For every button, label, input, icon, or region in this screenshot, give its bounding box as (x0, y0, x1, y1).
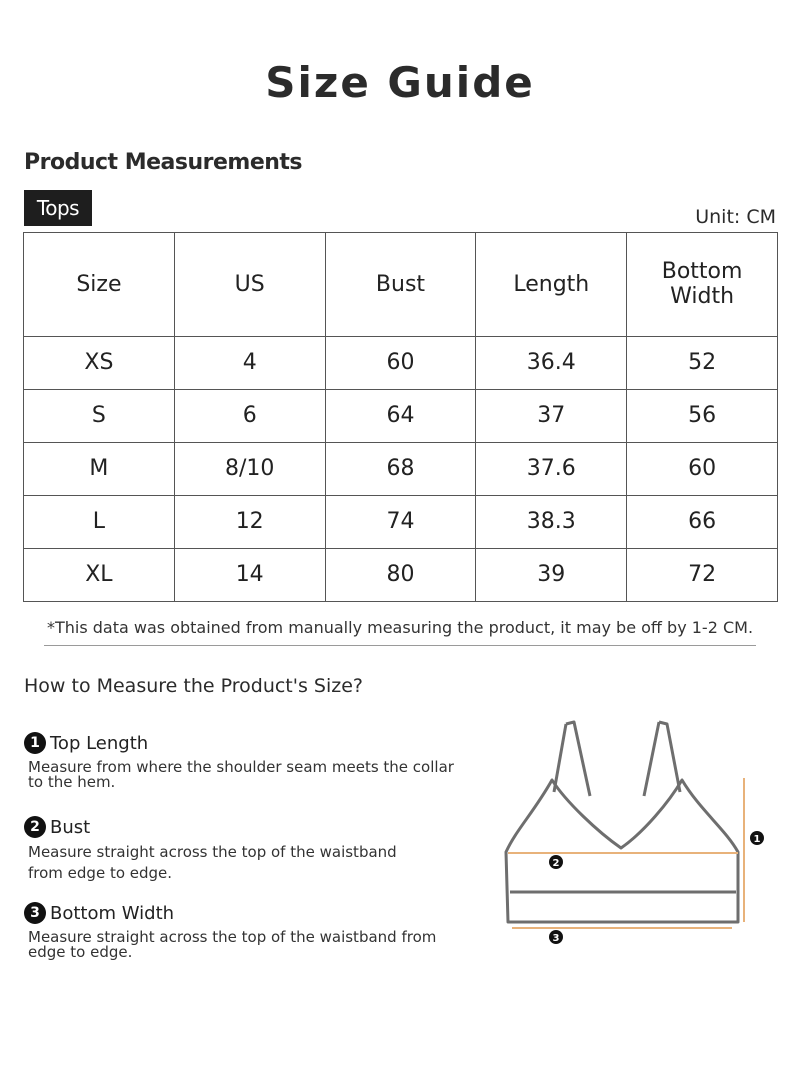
table-cell: 74 (325, 495, 476, 548)
table-row (24, 495, 778, 548)
column-header-us: US (174, 233, 325, 337)
table-cell: 14 (174, 548, 325, 601)
table-cell: M (24, 442, 175, 495)
svg-text:1: 1 (753, 834, 761, 845)
marker-1-icon (750, 831, 764, 845)
column-header-length: Length (476, 233, 627, 337)
table-cell: 80 (325, 548, 476, 601)
table-cell: S (24, 389, 175, 442)
instruction-bottom-width (24, 902, 464, 960)
table-cell: 37 (476, 389, 627, 442)
garment-outline (506, 722, 738, 922)
table-header-row (24, 233, 778, 337)
marker-3-icon (549, 930, 563, 944)
page-title: Size Guide (265, 58, 535, 107)
table-cell: XS (24, 336, 175, 389)
column-header-bust: Bust (325, 233, 476, 337)
svg-text:2: 2 (552, 858, 560, 869)
number-3-icon: 3 (24, 902, 46, 924)
tab-tops[interactable]: Tops (24, 190, 92, 226)
table-cell: XL (24, 548, 175, 601)
size-table (23, 232, 778, 602)
table-cell: 39 (476, 548, 627, 601)
bra-measurement-diagram (494, 712, 774, 952)
table-cell: 60 (325, 336, 476, 389)
table-cell: 12 (174, 495, 325, 548)
how-to-title: How to Measure the Product's Size? (24, 675, 364, 697)
marker-2-icon (549, 855, 563, 869)
instruction-top-length (24, 732, 464, 790)
svg-text:3: 3 (552, 933, 560, 944)
unit-label: Unit: CM (695, 206, 776, 228)
table-cell: 37.6 (476, 442, 627, 495)
table-cell: 72 (627, 548, 778, 601)
table-cell: 68 (325, 442, 476, 495)
table-cell: 8/10 (174, 442, 325, 495)
table-cell: 4 (174, 336, 325, 389)
table-row (24, 548, 778, 601)
instruction-label: Bottom Width (50, 902, 175, 924)
number-1-icon: 1 (24, 732, 46, 754)
instruction-bust (24, 816, 464, 884)
table-row (24, 442, 778, 495)
instruction-description: Measure straight across the top of the waistband from edge to edge. (28, 928, 437, 961)
table-cell: L (24, 495, 175, 548)
table-cell: 6 (174, 389, 325, 442)
table-cell: 52 (627, 336, 778, 389)
instruction-label: Top Length (50, 732, 149, 754)
table-cell: 56 (627, 389, 778, 442)
table-cell: 36.4 (476, 336, 627, 389)
table-cell: 38.3 (476, 495, 627, 548)
table-cell: 64 (325, 389, 476, 442)
table-row (24, 389, 778, 442)
table-cell: 60 (627, 442, 778, 495)
section-title: Product Measurements (24, 150, 303, 175)
number-2-icon: 2 (24, 816, 46, 838)
instruction-description: Measure from where the shoulder seam meets the collar to the hem. (28, 758, 454, 791)
column-header-size: Size (24, 233, 175, 337)
column-header-bottom-width: Bottom Width (627, 233, 778, 337)
measurement-note: *This data was obtained from manually measuring the product, it may be off by 1-2 CM. (44, 618, 756, 646)
instruction-label: Bust (50, 816, 91, 838)
instruction-description: Measure straight across the top of the waistband from edge to edge. (28, 843, 397, 882)
table-cell: 66 (627, 495, 778, 548)
table-row (24, 336, 778, 389)
